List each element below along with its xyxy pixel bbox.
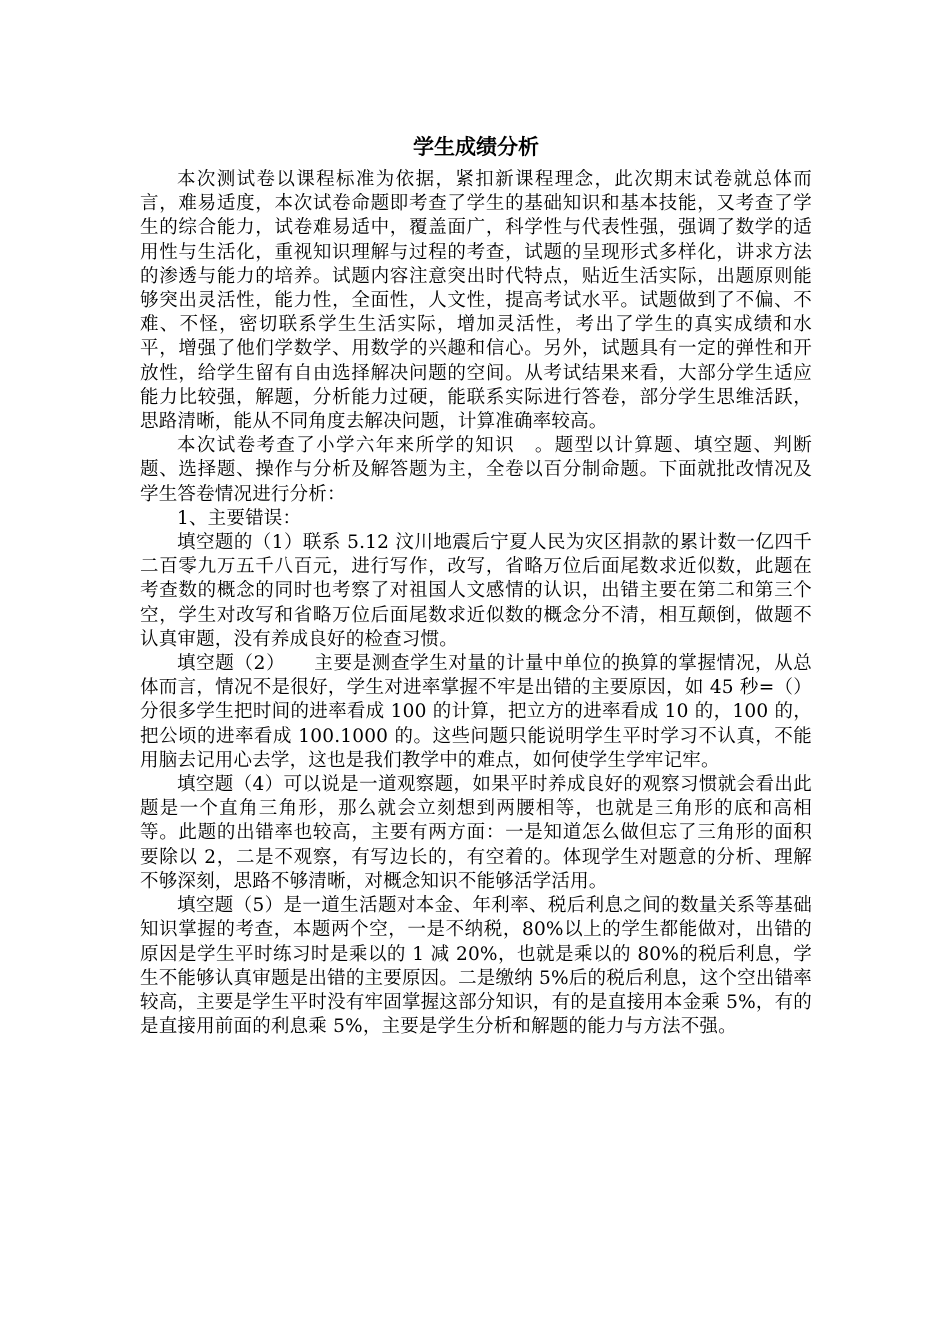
document-title: 学生成绩分析 — [413, 134, 539, 159]
paragraph-scope: 本次试卷考查了小学六年来所学的知识 。题型以计算题、填空题、判断题、选择题、操作与分析及解答题为主，全卷以百分制命题。下面就批改情况及学生答卷情况进行分析： — [140, 435, 812, 505]
document-body — [140, 130, 812, 1039]
paragraph-fill-blank-4: 填空题（4）可以说是一道观察题，如果平时养成良好的观察习惯就会看出此题是一个直角三角形，那么就会立刻想到两腰相等，也就是三角形的底和高相等。此题的出错率也较高，主要有两方面：一是知道怎么做但忘了三角形的面积要除以 2，二是不观察，有写边长的，有空着的。体现学生对题意的分析、理解不够深刻，思路不够清晰，对概念知识不能够活学活用。 — [140, 774, 812, 892]
paragraph-intro: 本次测试卷以课程标准为依据，紧扣新课程理念，此次期末试卷就总体而言，难易适度，本次试卷命题即考查了学生的基础知识和基本技能，又考查了学生的综合能力，试卷难易适中，覆盖面广，科学性与代表性强，强调了数学的适用性与生活化，重视知识理解与过程的考查，试题的呈现形式多样化，讲求方法的渗透与能力的培养。试题内容注意突出时代特点，贴近生活实际，出题原则能够突出灵活性，能力性，全面性，人文性，提高考试水平。试题做到了不偏、不难、不怪，密切联系学生生活实际，增加灵活性，考出了学生的真实成绩和水平，增强了他们学数学、用数学的兴趣和信心。另外，试题具有一定的弹性和开放性，给学生留有自由选择解决问题的空间。从考试结果来看，大部分学生适应能力比较强，解题，分析能力过硬，能联系实际进行答卷，部分学生思维活跃，思路清晰，能从不同角度去解决问题，计算准确率较高。 — [140, 169, 812, 433]
paragraph-fill-blank-1: 填空题的（1）联系 5.12 汶川地震后宁夏人民为灾区捐款的累计数一亿四千二百零九万五千八百元，进行写作，改写，省略万位后面尾数求近似数，此题在考查数的概念的同时也考察了对祖国人文感情的认识，出错主要在第二和第三个空，学生对改写和省略万位后面尾数求近似数的概念分不清，相互颠倒，做题不认真审题，没有养成良好的检查习惯。 — [140, 532, 812, 650]
section-heading-main-errors: 1、主要错误： — [177, 507, 302, 529]
paragraph-fill-blank-5: 填空题（5）是一道生活题对本金、年利率、税后利息之间的数量关系等基础知识掌握的考查，本题两个空，一是不纳税，80%以上的学生都能做对，出错的原因是学生平时练习时是乘以的 1 减 20%，也就是乘以的 80%的税后利息，学生不能够认真审题是出错的主要原因。二是缴纳 5%后的税后利息，这个空出错率较高，主要是学生平时没有牢固掌握这部分知识，有的是直接用本金乘 5%，有的是直接用前面的利息乘 5%，主要是学生分析和解题的能力与方法不强。 — [140, 895, 812, 1038]
paragraph-fill-blank-2: 填空题（2） 主要是测查学生对量的计量中单位的换算的掌握情况，从总体而言，情况不是很好，学生对进率掌握不牢是出错的主要原因，如 45 秒=（）分很多学生把时间的进率看成 100 的计算，把立方的进率看成 10 的，100 的，把公顷的进率看成 100.1000 的。这些问题只能说明学生平时学习不认真，不能用脑去记用心去学，这也是我们教学中的难点，如何使学生学牢记牢。 — [140, 653, 812, 771]
